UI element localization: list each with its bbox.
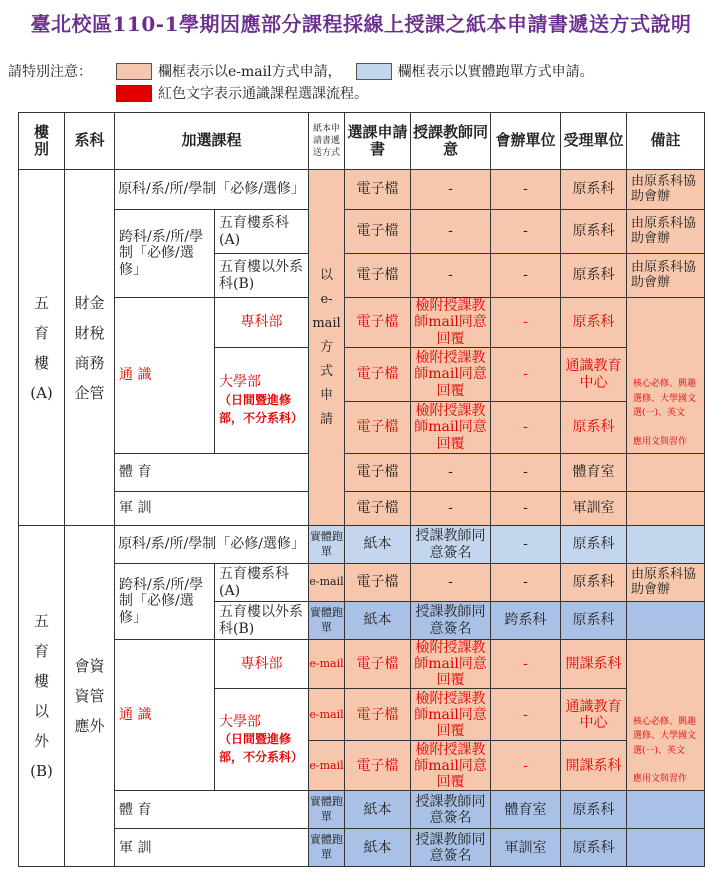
form-cell: 電子檔: [345, 170, 411, 210]
university-label: 大學部: [219, 374, 261, 391]
header-teacher: 授課教師同意: [411, 113, 491, 170]
accept-cell: 體育室: [561, 454, 627, 492]
course-mil: 軍 訓: [115, 829, 309, 867]
remark-cell: [627, 454, 705, 492]
orange-swatch: [116, 63, 152, 80]
remark-red-1: 核心必修、興趣選修、大學國文選(一)、英文: [633, 379, 697, 419]
accept-cell: 原系科: [561, 564, 627, 602]
table-row: [19, 454, 705, 492]
table-header: [19, 113, 705, 170]
course-sub-junior: 專科部: [215, 298, 309, 348]
accept-cell: 原系科: [561, 210, 627, 254]
remark-general: [627, 640, 705, 791]
teacher-cell: 檢附授課教師mail同意回覆: [411, 689, 491, 741]
course-pe: 體 育: [115, 454, 309, 492]
co-cell: -: [491, 454, 561, 492]
building-a: 五 育 樓 (A): [19, 170, 65, 526]
legend-blue-text: 欄框表示以實體跑單方式申請。: [397, 64, 594, 80]
course-general: 通 識: [115, 640, 215, 791]
course-sub-university: [215, 689, 309, 791]
remark-cell: 由原系科協助會辦: [627, 564, 705, 602]
accept-cell: 原系科: [561, 254, 627, 298]
accept-cell: 開課系科: [561, 640, 627, 689]
legend-label: 請特別注意：: [8, 64, 92, 80]
co-cell: -: [491, 492, 561, 526]
form-cell: 電子檔: [345, 210, 411, 254]
application-table: [18, 112, 705, 867]
accept-cell: 原系科: [561, 402, 627, 454]
remark-red-1: 核心必修、興趣選修、大學國文選(一)、英文: [633, 716, 697, 756]
remark-general: [627, 298, 705, 454]
table-row: [19, 640, 705, 689]
course-sub-a: 五育樓系科(A): [215, 564, 309, 602]
teacher-cell: -: [411, 564, 491, 602]
remark-cell: [627, 526, 705, 564]
teacher-cell: 授課教師同意簽名: [411, 526, 491, 564]
method-cell: 實體跑單: [309, 602, 345, 640]
method-cell: e-mail: [309, 741, 345, 791]
table-row: [19, 829, 705, 867]
header-form: 選課申請書: [345, 113, 411, 170]
co-cell: -: [491, 348, 561, 402]
accept-cell: 原系科: [561, 791, 627, 829]
remark-cell: 由原系科協助會辦: [627, 210, 705, 254]
co-cell: -: [491, 640, 561, 689]
header-co: 會辦單位: [491, 113, 561, 170]
teacher-cell: 授課教師同意簽名: [411, 829, 491, 867]
co-cell: -: [491, 741, 561, 791]
dept-a: 財金 財稅 商務 企管: [65, 170, 115, 526]
teacher-cell: 授課教師同意簽名: [411, 602, 491, 640]
teacher-cell: -: [411, 492, 491, 526]
remark-cell: [627, 602, 705, 640]
header-remark: 備註: [627, 113, 705, 170]
form-cell: 電子檔: [345, 298, 411, 348]
table-row: [19, 170, 705, 210]
building-b: 五 育 樓 以 外 (B): [19, 526, 65, 867]
course-sub-junior: 專科部: [215, 640, 309, 689]
legend: [8, 60, 608, 104]
remark-cell: 由原系科協助會辦: [627, 170, 705, 210]
remark-cell: [627, 829, 705, 867]
course-sub-b: 五育樓以外系科(B): [215, 254, 309, 298]
method-cell: e-mail: [309, 564, 345, 602]
page-title: 臺北校區110-1學期因應部分課程採線上授課之紙本申請書遞送方式說明: [30, 12, 692, 36]
form-cell: 電子檔: [345, 454, 411, 492]
form-cell: 電子檔: [345, 564, 411, 602]
method-email-a: 以 e-mail 方 式 申 請: [309, 170, 345, 526]
accept-cell: 軍訓室: [561, 492, 627, 526]
teacher-cell: -: [411, 254, 491, 298]
university-note: （日間暨進修部，不分系科）: [219, 731, 304, 764]
university-label: 大學部: [219, 713, 261, 730]
teacher-cell: 檢附授課教師mail同意回覆: [411, 640, 491, 689]
teacher-cell: -: [411, 454, 491, 492]
remark-cell: 由原系科協助會辦: [627, 254, 705, 298]
co-cell: -: [491, 170, 561, 210]
form-cell: 電子檔: [345, 741, 411, 791]
course-general: 通 識: [115, 298, 215, 454]
course-sub-b: 五育樓以外系科(B): [215, 602, 309, 640]
teacher-cell: 檢附授課教師mail同意回覆: [411, 741, 491, 791]
header-building: 樓 別: [19, 113, 65, 170]
legend-red-text: 紅色文字表示通識課程選課流程。: [158, 86, 368, 102]
form-cell: 紙本: [345, 526, 411, 564]
dept-b: 會資 資管 應外: [65, 526, 115, 867]
form-cell: 電子檔: [345, 689, 411, 741]
teacher-cell: -: [411, 210, 491, 254]
method-cell: e-mail: [309, 689, 345, 741]
header-dept: 系科: [65, 113, 115, 170]
table-row: [19, 564, 705, 602]
accept-cell: 原系科: [561, 602, 627, 640]
course-cross: 跨科/系/所/學制「必修/選修」: [115, 564, 215, 640]
legend-orange-text: 欄框表示以e-mail方式申請，: [158, 64, 342, 80]
co-cell: -: [491, 689, 561, 741]
header-method: 紙本申請書遞送方式: [309, 113, 345, 170]
course-cross: 跨科/系/所/學制「必修/選修」: [115, 210, 215, 298]
co-cell: -: [491, 254, 561, 298]
course-original: 原科/系/所/學制「必修/選修」: [115, 526, 309, 564]
course-sub-university: [215, 348, 309, 454]
form-cell: 電子檔: [345, 254, 411, 298]
form-cell: 電子檔: [345, 492, 411, 526]
method-cell: 實體跑單: [309, 829, 345, 867]
teacher-cell: -: [411, 170, 491, 210]
table-row: [19, 492, 705, 526]
teacher-cell: 授課教師同意簽名: [411, 791, 491, 829]
co-cell: -: [491, 564, 561, 602]
remark-red-2: 應用文與習作: [633, 436, 688, 447]
form-cell: 電子檔: [345, 640, 411, 689]
teacher-cell: 檢附授課教師mail同意回覆: [411, 298, 491, 348]
teacher-cell: 檢附授課教師mail同意回覆: [411, 402, 491, 454]
table-row: [19, 791, 705, 829]
method-cell: e-mail: [309, 640, 345, 689]
accept-cell: 原系科: [561, 298, 627, 348]
blue-swatch: [356, 63, 392, 80]
co-cell: -: [491, 210, 561, 254]
co-cell: 軍訓室: [491, 829, 561, 867]
form-cell: 電子檔: [345, 348, 411, 402]
accept-cell: 通識教育中心: [561, 689, 627, 741]
red-swatch: [116, 85, 152, 102]
form-cell: 電子檔: [345, 402, 411, 454]
co-cell: -: [491, 298, 561, 348]
accept-cell: 原系科: [561, 526, 627, 564]
teacher-cell: 檢附授課教師mail同意回覆: [411, 348, 491, 402]
method-cell: 實體跑單: [309, 791, 345, 829]
university-note: （日間暨進修部，不分系科）: [219, 392, 304, 425]
co-cell: 跨系科: [491, 602, 561, 640]
table-row: [19, 526, 705, 564]
co-cell: -: [491, 526, 561, 564]
header-course: 加選課程: [115, 113, 309, 170]
remark-cell: [627, 492, 705, 526]
course-original: 原科/系/所/學制「必修/選修」: [115, 170, 309, 210]
remark-cell: [627, 791, 705, 829]
table-row: [19, 298, 705, 348]
form-cell: 紙本: [345, 602, 411, 640]
co-cell: 體育室: [491, 791, 561, 829]
accept-cell: 通識教育中心: [561, 348, 627, 402]
course-pe: 體 育: [115, 791, 309, 829]
accept-cell: 原系科: [561, 170, 627, 210]
course-mil: 軍 訓: [115, 492, 309, 526]
header-accept: 受理單位: [561, 113, 627, 170]
accept-cell: 開課系科: [561, 741, 627, 791]
accept-cell: 原系科: [561, 829, 627, 867]
form-cell: 紙本: [345, 791, 411, 829]
remark-red-2: 應用文與習作: [633, 773, 688, 784]
method-cell: 實體跑單: [309, 526, 345, 564]
co-cell: -: [491, 402, 561, 454]
table-row: [19, 210, 705, 254]
course-sub-a: 五育樓系科(A): [215, 210, 309, 254]
form-cell: 紙本: [345, 829, 411, 867]
